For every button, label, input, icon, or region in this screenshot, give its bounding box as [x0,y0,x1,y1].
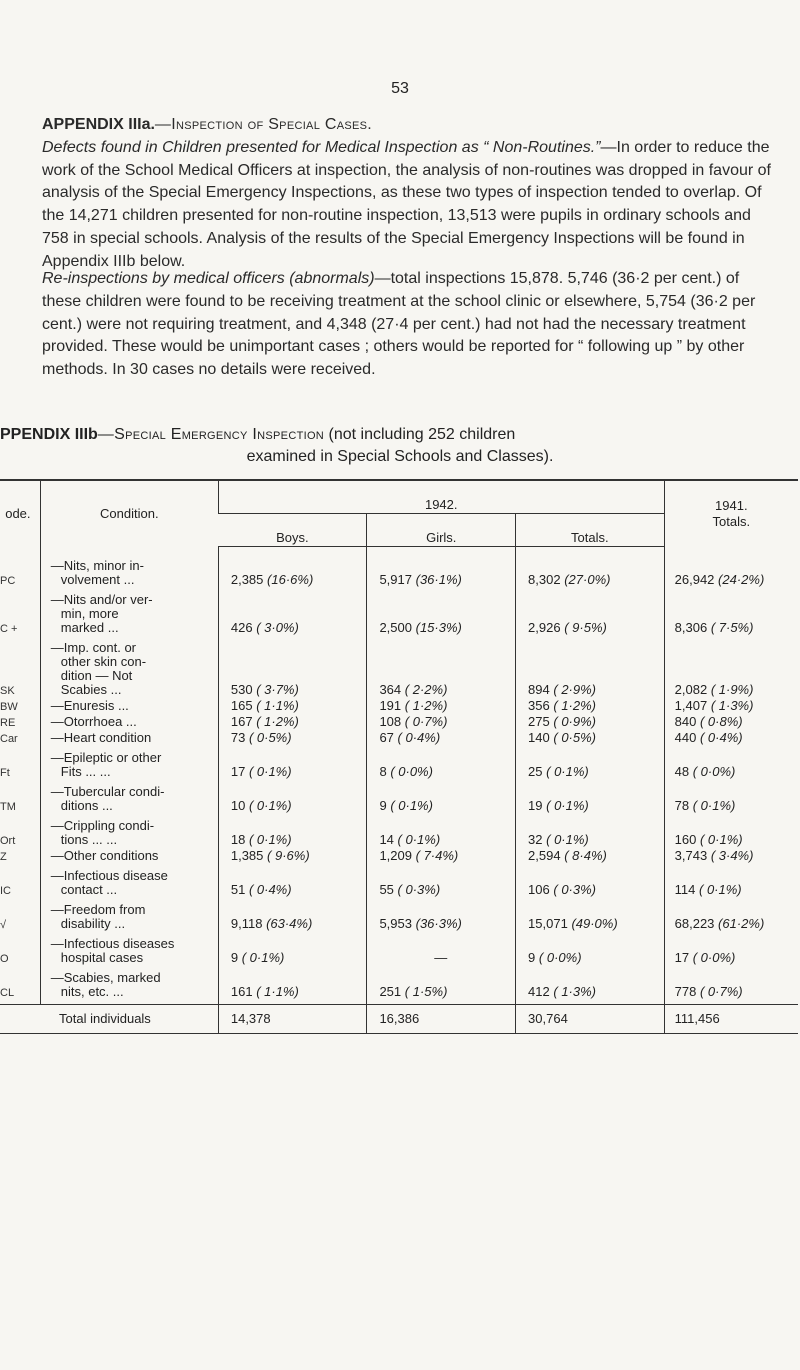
cell-t1941 [664,967,798,1005]
cell-totals [516,781,665,815]
page-number: 53 [391,80,409,97]
total-boys: 14,378 [218,1004,367,1033]
total-label: Total individuals [0,1004,218,1033]
cell-value: 9 [379,797,387,813]
cell-boys [218,747,367,781]
cell-value: 10 [230,797,246,813]
row-condition [40,781,218,815]
row-condition [40,849,218,865]
cell-boys [218,715,367,731]
cell-percent: ( 9·6%) [267,847,310,863]
cell-percent: ( 0·7%) [404,713,448,729]
cell-value: 108 [379,713,402,729]
row-condition [40,715,218,731]
appendix-b-heading [0,424,800,468]
cell-percent: ( 0·3%) [553,881,596,897]
cell-value: 364 [379,681,402,697]
table-row [0,781,798,815]
row-code: IC [0,884,11,897]
row-code: C + [0,622,18,635]
cell-value: 3,743 [674,847,708,863]
condition-line: —Otorrhoea ... [50,713,137,729]
appendix-a-title: —Inspection of Special Cases. [154,116,372,133]
row-code: PC [0,574,16,587]
table-row [0,715,798,731]
cell-percent: ( 1·1%) [256,697,299,713]
cell-percent: ( 0·1%) [546,831,589,847]
cell-t1941 [664,933,798,967]
row-code: Ft [0,766,10,779]
cell-girls [367,699,516,715]
cell-percent: ( 1·9%) [710,681,754,697]
cell-t1941 [664,865,798,899]
cell-girls [367,899,516,933]
cell-percent: (27·0%) [564,571,611,587]
condition-line: hospital cases [60,949,144,965]
cell-girls [367,547,516,589]
cell-totals [516,849,665,865]
row-condition [40,547,218,589]
cell-girls [367,589,516,637]
row-condition [40,933,218,967]
condition-line: —Scabies, marked [50,969,161,985]
cell-totals [516,747,665,781]
cell-boys [218,731,367,747]
cell-value: 530 [230,681,253,697]
table-row [0,865,798,899]
condition-line: —Infectious disease [50,867,168,883]
appendix-a-paragraph [42,114,777,274]
cell-value: 440 [674,729,697,745]
cell-percent: ( 3·4%) [710,847,754,863]
cell-totals [516,865,665,899]
header-code: ode. [0,480,40,547]
appendix-a-intro-text: —In order to reduce the work of the School Medical Officers at inspection, the analysis of non-routines was dropped in favour of analysis of the Special Emergency Inspections, as these two types of inspection tended to overlap. Of the 14,271 children presented for non-routine inspection, 13,513 were pupils in ordinary schools and 758 in special schools. Analysis of the results of the Special Emergency Inspections will be found in Appendix IIIb below. [42,138,771,270]
cell-percent: ( 0·1%) [241,949,285,965]
cell-percent: ( 9·5%) [564,619,607,635]
cell-girls [367,933,516,967]
cell-girls [367,865,516,899]
condition-line: Scabies ... [60,681,122,697]
row-condition [40,589,218,637]
cell-percent: ( 1·2%) [404,697,448,713]
condition-line: —Nits, minor in- [50,557,144,573]
cell-girls [367,815,516,849]
cell-percent: ( 0·1%) [248,797,292,813]
cell-totals [516,899,665,933]
condition-line: —Other conditions [50,847,159,863]
cell-percent: ( 1·1%) [256,983,299,999]
condition-line: marked ... [60,619,119,635]
condition-line: —Tubercular condi- [50,783,165,799]
cell-boys [218,699,367,715]
cell-value: 8 [379,763,387,779]
cell-percent: ( 0·4%) [248,881,292,897]
condition-line: other skin con- [60,653,147,669]
table-row [0,589,798,637]
condition-line: —Heart condition [50,729,152,745]
condition-line: —Nits and/or ver- [50,591,153,607]
header-1941-totals [664,480,798,547]
cell-value: 15,071 [528,915,568,931]
cell-value: 167 [230,713,253,729]
row-code: Car [0,732,18,745]
cell-t1941 [664,815,798,849]
cell-totals [516,715,665,731]
cell-value: — [434,949,448,965]
condition-line: —Imp. cont. or [50,639,137,655]
cell-value: 2,926 [528,619,561,635]
row-condition [40,637,218,699]
cell-percent: ( 0·1%) [546,763,589,779]
condition-line: dition — Not [60,667,133,683]
cell-value: 32 [528,831,543,847]
cell-girls [367,967,516,1005]
condition-line: volvement ... [60,571,135,587]
cell-t1941 [664,637,798,699]
cell-value: 191 [379,697,402,713]
condition-line: —Crippling condi- [50,817,155,833]
condition-line: disability ... [60,915,126,931]
cell-t1941 [664,747,798,781]
cell-value: 114 [674,881,696,897]
condition-line: tions ... ... [60,831,118,847]
table-row [0,699,798,715]
appendix-a-intro-italic: Defects found in Children presented for Medical Inspection as “ Non-Routines.” [42,138,601,156]
header-girls: Girls. [367,514,516,547]
row-condition [40,899,218,933]
cell-percent: ( 0·1%) [699,831,743,847]
cell-girls [367,637,516,699]
cell-value: 14 [379,831,394,847]
cell-value: 412 [528,983,550,999]
cell-percent: ( 0·4%) [699,729,743,745]
cell-boys [218,865,367,899]
table-body [0,547,798,1034]
row-code: RE [0,716,16,729]
cell-percent: ( 0·5%) [248,729,292,745]
cell-percent: ( 8·4%) [564,847,607,863]
cell-totals [516,815,665,849]
cell-value: 2,385 [230,571,264,587]
cell-percent: ( 0·1%) [397,831,441,847]
cell-value: 17 [230,763,246,779]
cell-boys [218,547,367,589]
cell-percent: ( 7·5%) [710,619,754,635]
cell-value: 17 [674,949,690,965]
cell-percent: ( 3·0%) [256,619,299,635]
cell-percent: ( 0·0%) [538,949,582,965]
cell-value: 48 [674,763,690,779]
header-1941-label: Totals. [712,513,751,529]
cell-percent: ( 3·7%) [256,681,299,697]
cell-value: 78 [674,797,690,813]
header-1941-year: 1941. [715,497,748,513]
table-row [0,731,798,747]
cell-t1941 [664,699,798,715]
cell-value: 9,118 [230,915,263,931]
cell-value: 840 [674,713,697,729]
table-row [0,815,798,849]
cell-percent: ( 0·0%) [692,949,736,965]
cell-value: 2,500 [379,619,412,635]
table-row [0,849,798,865]
cell-value: 275 [528,713,550,729]
condition-line: contact ... [60,881,118,897]
appendix-a-label: APPENDIX IIIa. [42,116,155,133]
condition-line: Fits ... ... [60,763,111,779]
cell-percent: (15·3%) [415,619,462,635]
total-row [0,1004,798,1033]
cell-percent: ( 1·3%) [553,983,596,999]
cell-percent: ( 0·0%) [390,763,433,779]
cell-percent: ( 0·5%) [553,729,596,745]
cell-girls [367,731,516,747]
table-row [0,899,798,933]
header-totals: Totals. [516,514,665,547]
header-1942: 1942. [218,480,664,514]
cell-percent: (16·6%) [267,571,314,587]
cell-percent: ( 1·3%) [710,697,754,713]
cell-totals [516,547,665,589]
reinspection-italic: Re-inspections by medical officers (abnormals) [42,270,375,287]
cell-percent: ( 1·2%) [553,697,596,713]
cell-value: 1,385 [230,847,264,863]
cell-percent: ( 7·4%) [415,847,459,863]
cell-totals [516,589,665,637]
row-code: BW [0,700,18,713]
appendix-b-title: —Special Emergency Inspection [97,426,325,443]
cell-value: 5,917 [379,571,412,587]
total-totals: 30,764 [516,1004,665,1033]
cell-percent: (61·2%) [718,915,765,931]
header-condition: Condition. [40,480,218,547]
cell-value: 19 [528,797,543,813]
header-boys: Boys. [218,514,367,547]
cell-girls [367,747,516,781]
cell-percent: ( 0·1%) [699,881,742,897]
cell-value: 2,082 [674,681,708,697]
cell-t1941 [664,731,798,747]
total-girls: 16,386 [367,1004,516,1033]
row-condition [40,865,218,899]
cell-value: 140 [528,729,550,745]
cell-value: 894 [528,681,550,697]
table-row [0,747,798,781]
cell-girls [367,849,516,865]
condition-line: —Infectious diseases [50,935,175,951]
row-code: TM [0,800,16,813]
row-code: SK [0,684,15,697]
row-code: CL [0,967,40,1005]
cell-percent: ( 0·7%) [699,983,743,999]
cell-totals [516,637,665,699]
cell-t1941 [664,589,798,637]
cell-boys [218,849,367,865]
cell-percent: (36·3%) [415,915,462,931]
cell-value: 25 [528,763,543,779]
cell-value: 18 [230,831,246,847]
appendix-b-subtitle-1: (not including 252 children [324,426,516,443]
cell-value: 26,942 [674,571,715,587]
cell-boys [218,637,367,699]
appendix-b-label: PPENDIX IIIb [0,426,98,443]
cell-percent: ( 0·8%) [699,713,743,729]
cell-totals [516,967,665,1005]
inspection-table [0,479,798,1034]
condition-line: —Epileptic or other [50,749,162,765]
cell-value: 5,953 [379,915,412,931]
row-code: Z [0,850,7,863]
cell-boys [218,815,367,849]
row-condition [40,747,218,781]
cell-percent: ( 0·1%) [248,763,292,779]
cell-value: 778 [674,983,697,999]
cell-girls [367,781,516,815]
cell-value: 160 [674,831,697,847]
cell-percent: (63·4%) [266,915,313,931]
cell-value: 161 [230,983,253,999]
condition-line: nits, etc. ... [60,983,124,999]
cell-percent: ( 2·2%) [404,681,448,697]
table-row [0,967,798,1005]
cell-boys [218,589,367,637]
cell-percent: ( 0·3%) [397,881,441,897]
cell-value: 55 [379,881,394,897]
cell-girls [367,715,516,731]
cell-percent: ( 0·0%) [692,763,736,779]
cell-value: 67 [379,729,394,745]
cell-value: 9 [230,949,239,965]
cell-t1941 [664,781,798,815]
row-code: Ort [0,834,16,847]
cell-percent: (36·1%) [415,571,462,587]
cell-value: 73 [230,729,246,745]
table-row [0,547,798,589]
row-condition [40,815,218,849]
condition-line: ditions ... [60,797,113,813]
condition-line: —Enuresis ... [50,697,129,713]
row-code: √ [0,918,7,931]
cell-percent: ( 0·1%) [248,831,292,847]
appendix-b-subtitle-2: examined in Special Schools and Classes). [246,448,554,465]
cell-value: 426 [230,619,253,635]
cell-value: 68,223 [674,915,715,931]
cell-totals [516,699,665,715]
cell-t1941 [664,547,798,589]
cell-percent: ( 0·4%) [397,729,441,745]
cell-value: 1,407 [674,697,708,713]
cell-totals [516,731,665,747]
cell-value: 2,594 [528,847,561,863]
cell-percent: ( 0·1%) [546,797,589,813]
cell-percent: (49·0%) [571,915,618,931]
cell-value: 106 [528,881,550,897]
reinspection-text: —total inspections 15,878. 5,746 (36·2 per cent.) of these children were found to be receiving treatment at the school clinic or elsewhere, 5,754 (36·2 per cent.) were not requiring treatment, and 4,348 (27·4 per cent.) had not had the necessary treatment provided. These would be unimportant cases ; others would be reported for “ following up ” by other methods. In 30 cases no details were received. [42,270,756,379]
table-row [0,637,798,699]
cell-percent: ( 1·2%) [256,713,299,729]
cell-value: 165 [230,697,253,713]
cell-boys [218,781,367,815]
cell-value: 1,209 [379,847,412,863]
cell-value: 9 [528,949,536,965]
condition-line: min, more [60,605,119,621]
total-t1941: 111,456 [664,1004,798,1033]
cell-percent: ( 1·5%) [404,983,448,999]
table-row [0,933,798,967]
cell-value: 356 [528,697,550,713]
row-condition [40,967,218,1005]
row-condition [40,699,218,715]
cell-t1941 [664,715,798,731]
cell-value: 51 [230,881,246,897]
row-code: O [0,952,9,965]
cell-percent: ( 2·9%) [553,681,596,697]
cell-percent: ( 0·1%) [390,797,433,813]
cell-percent: ( 0·1%) [692,797,736,813]
cell-percent: (24·2%) [718,571,765,587]
cell-value: 8,306 [674,619,708,635]
condition-line: —Freedom from [50,901,146,917]
cell-boys [218,933,367,967]
reinspection-paragraph [42,268,777,382]
cell-value: 251 [379,983,402,999]
cell-percent: ( 0·9%) [553,713,596,729]
cell-totals [516,933,665,967]
cell-value: 8,302 [528,571,561,587]
cell-t1941 [664,849,798,865]
cell-boys [218,967,367,1005]
cell-t1941 [664,899,798,933]
cell-boys [218,899,367,933]
row-condition [40,731,218,747]
